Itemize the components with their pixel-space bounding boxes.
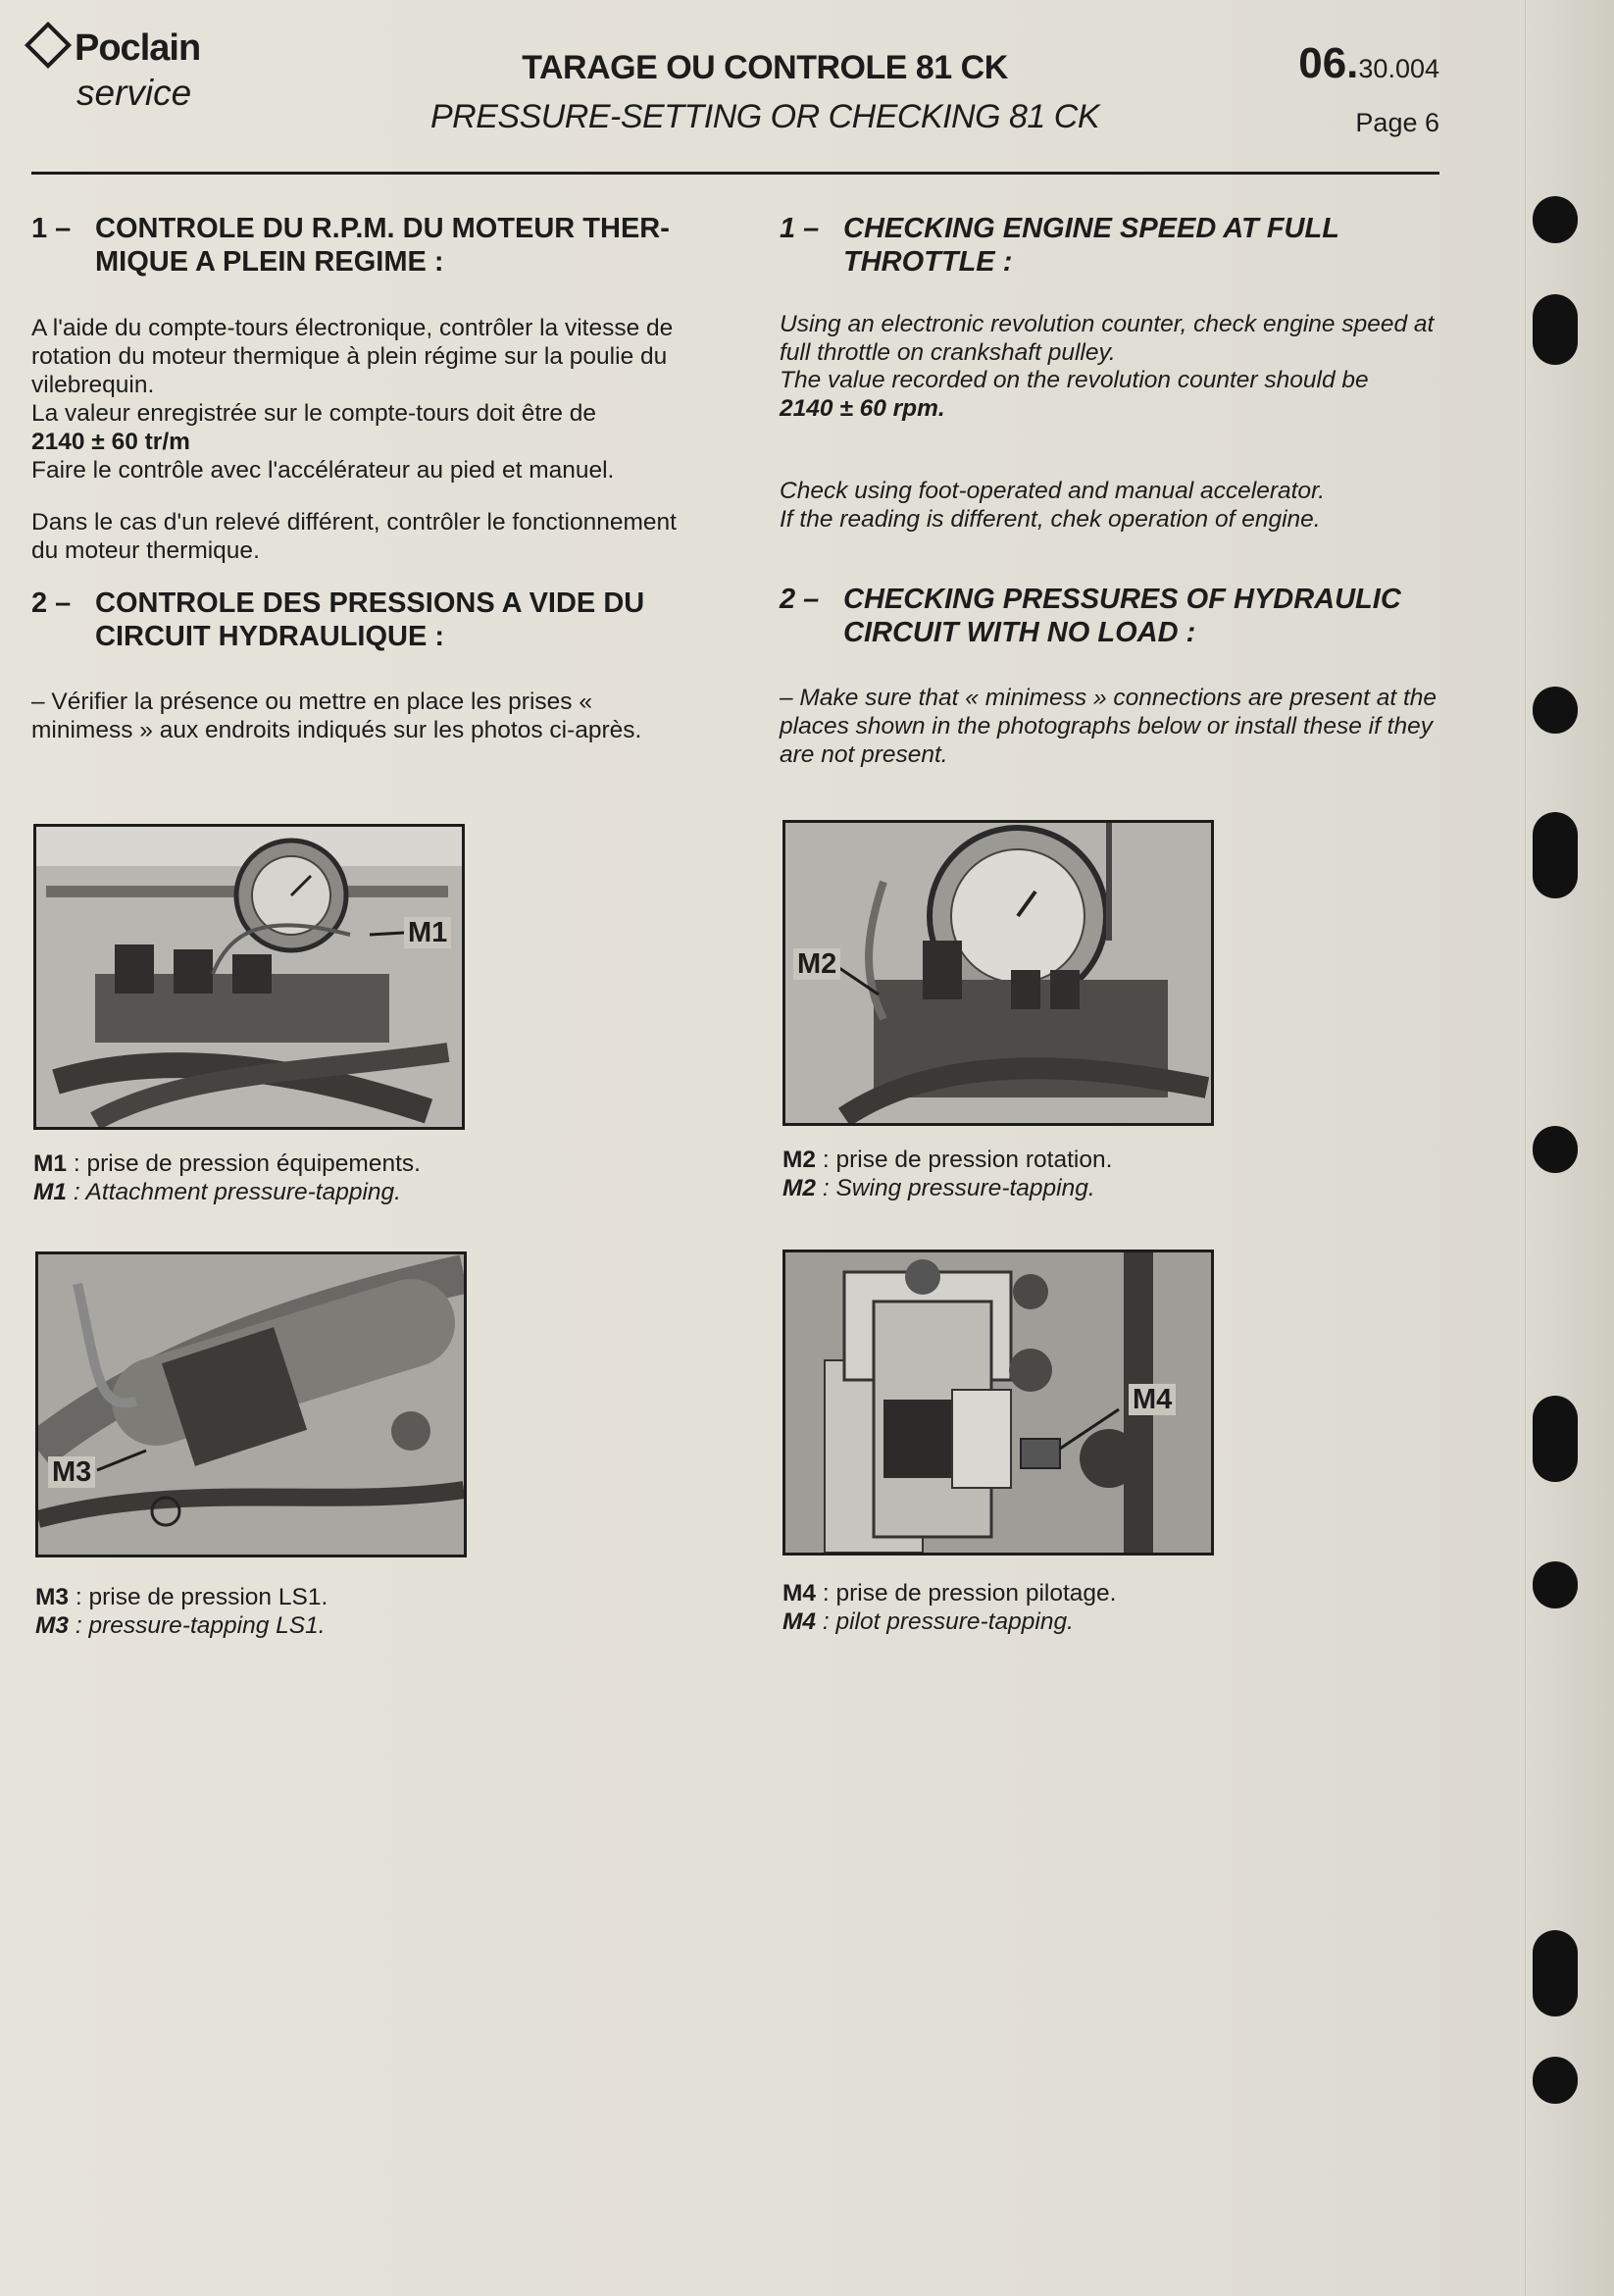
section-1-title-fr: CONTROLE DU R.P.M. DU MOTEUR THER-MIQUE A PLEIN REGIME :: [95, 213, 670, 278]
caption-m4-code-en: M4: [782, 1608, 817, 1635]
caption-m3-code: M3: [35, 1584, 70, 1610]
caption-m1-code: M1: [33, 1150, 68, 1177]
section-2-number-en: 2 –: [780, 584, 820, 615]
service-label: service: [76, 73, 192, 113]
caption-m3-fr: [35, 1583, 328, 1611]
caption-m1-en: [33, 1178, 421, 1206]
caption-m2: [782, 1146, 1112, 1202]
title-fr: TARAGE OU CONTROLE 81 CK: [522, 49, 1008, 86]
binder-hole: [1533, 2057, 1578, 2104]
rpm-value-en: 2140 ± 60 rpm.: [780, 395, 945, 422]
photo-m2: [782, 820, 1214, 1126]
section-1-heading-en: [780, 212, 1446, 279]
section-1-title-en: CHECKING ENGINE SPEED AT FULL THROTTLE :: [843, 213, 1339, 278]
page-number: Page 6: [1355, 108, 1439, 137]
section-2-title-fr: CONTROLE DES PRESSIONS A VIDE DU CIRCUIT HYDRAULIQUE :: [95, 587, 645, 652]
caption-m3-text-en: : pressure-tapping LS1.: [69, 1612, 326, 1639]
caption-m3-text-fr: : prise de pression LS1.: [69, 1584, 328, 1610]
brand-name: Poclain: [75, 27, 201, 69]
paragraph-en-3: Check using foot-operated and manual accelerator.: [780, 478, 1326, 504]
document-number: [1298, 39, 1439, 88]
binder-hole: [1533, 294, 1578, 365]
caption-m2-text-fr: : prise de pression rotation.: [816, 1147, 1113, 1173]
section-1-number-fr: 1 –: [31, 213, 72, 244]
binder-hole: [1533, 812, 1578, 898]
paragraph-en-5: – Make sure that « minimess » connections are present at the places shown in the photographs below or install these if they are not present.: [780, 685, 1437, 768]
caption-m1-text-en: : Attachment pressure-tapping.: [67, 1179, 401, 1205]
caption-m2-en: [782, 1174, 1112, 1202]
photo-m3-drawing: [38, 1254, 464, 1555]
photo-m2-drawing: [785, 823, 1211, 1123]
section-2-heading-fr: [31, 587, 698, 653]
section-1-heading-fr: [31, 212, 698, 279]
binder-hole: [1533, 1396, 1578, 1482]
caption-m3-en: [35, 1611, 328, 1640]
binder-hole: [1533, 687, 1578, 734]
section-2-heading-en: [780, 583, 1446, 649]
photo-m2-tag: M2: [793, 948, 840, 980]
caption-m1-text-fr: : prise de pression équipements.: [67, 1150, 421, 1177]
paragraph-fr-2: La valeur enregistrée sur le compte-tours doit être de: [31, 400, 597, 427]
photo-m1-tag: M1: [404, 917, 451, 948]
binder-hole: [1533, 1561, 1578, 1608]
paragraph-fr-4: Dans le cas d'un relevé différent, contrôler le fonctionnement du moteur thermique.: [31, 509, 677, 564]
caption-m2-code-en: M2: [782, 1175, 817, 1201]
section-2-title-en: CHECKING PRESSURES OF HYDRAULIC CIRCUIT WITH NO LOAD :: [843, 584, 1401, 648]
poclain-diamond-icon: [25, 22, 72, 69]
binder-hole: [1533, 196, 1578, 243]
caption-m1-code-en: M1: [33, 1179, 68, 1205]
caption-m2-text-en: : Swing pressure-tapping.: [816, 1175, 1095, 1201]
paragraph-fr-5: – Vérifier la présence ou mettre en place les prises « minimess » aux endroits indiqués sur les photos ci-après.: [31, 689, 642, 743]
caption-m3-code-en: M3: [35, 1612, 70, 1639]
photo-m3-tag: M3: [48, 1456, 95, 1488]
document-number-sub: 30.004: [1358, 54, 1439, 83]
binder-hole: [1533, 1126, 1578, 1173]
caption-m2-fr: [782, 1146, 1112, 1174]
paragraph-fr-1: A l'aide du compte-tours électronique, contrôler la vitesse de rotation du moteur thermique à plein régime sur la poulie du vilebrequin.: [31, 315, 674, 398]
paragraph-en-2: The value recorded on the revolution counter should be: [780, 367, 1369, 393]
caption-m3: [35, 1583, 328, 1640]
caption-m4-code: M4: [782, 1580, 817, 1607]
binder-hole: [1533, 1930, 1578, 2016]
caption-m4: [782, 1579, 1116, 1636]
caption-m1-fr: [33, 1149, 421, 1178]
caption-m1: [33, 1149, 421, 1206]
photo-m1-drawing: [36, 827, 462, 1127]
photo-m1: [33, 824, 465, 1130]
rpm-value-fr: 2140 ± 60 tr/m: [31, 429, 190, 455]
paragraph-en-4: If the reading is different, chek operation of engine.: [780, 506, 1321, 533]
photo-m4-tag: M4: [1129, 1384, 1176, 1415]
poclain-logo: [31, 27, 201, 113]
section-1-number-en: 1 –: [780, 213, 820, 244]
photo-m4: [782, 1250, 1214, 1556]
section-2-number-fr: 2 –: [31, 587, 72, 619]
paragraph-en-1: Using an electronic revolution counter, check engine speed at full throttle on crankshaft pulley.: [780, 311, 1435, 366]
title-en: PRESSURE-SETTING OR CHECKING 81 CK: [429, 98, 1099, 135]
paragraph-fr-3: Faire le contrôle avec l'accélérateur au pied et manuel.: [31, 457, 615, 484]
caption-m2-code: M2: [782, 1147, 817, 1173]
photo-m3: [35, 1251, 467, 1557]
caption-m4-text-fr: : prise de pression pilotage.: [816, 1580, 1117, 1607]
header-rule: [31, 172, 1439, 175]
caption-m4-fr: [782, 1579, 1116, 1607]
caption-m4-en: [782, 1607, 1116, 1636]
document-number-main: 06.: [1298, 39, 1359, 87]
caption-m4-text-en: : pilot pressure-tapping.: [816, 1608, 1074, 1635]
